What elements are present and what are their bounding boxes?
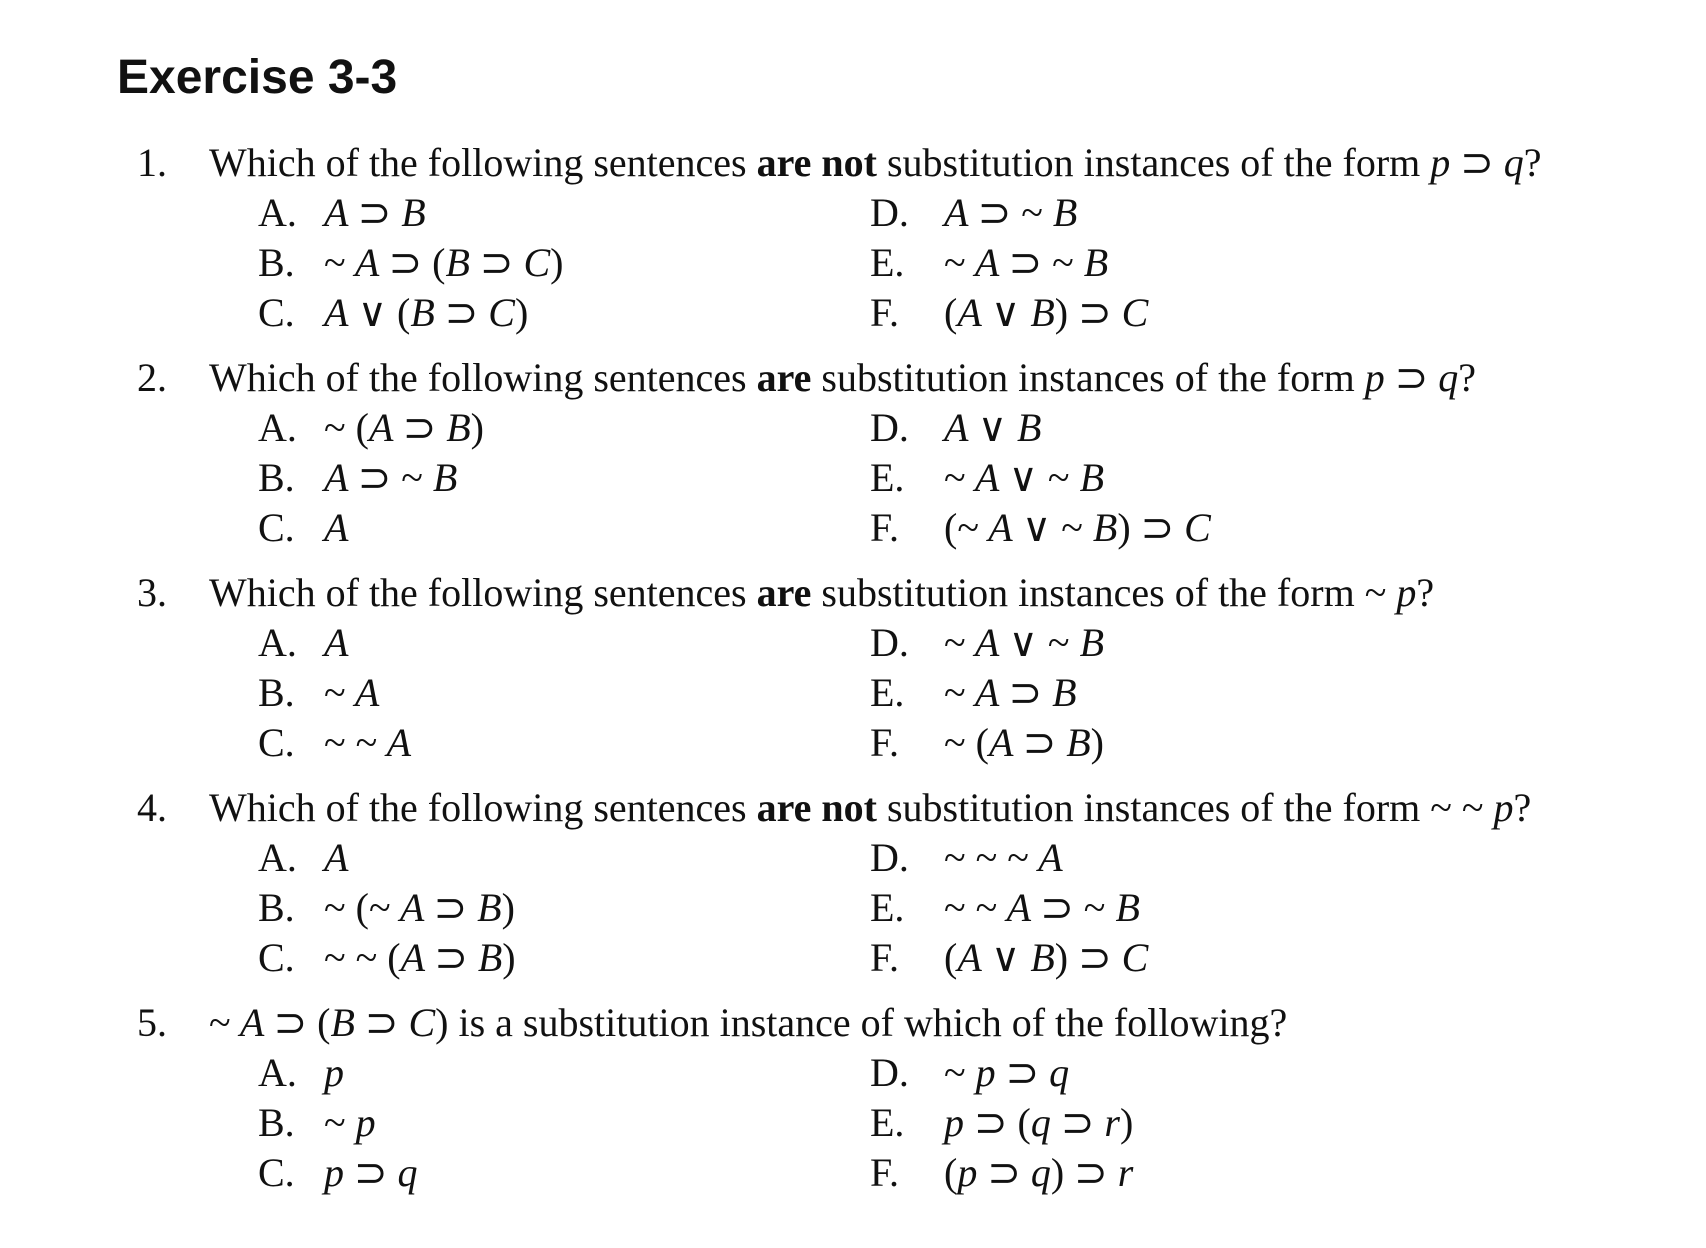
emphasis: are [756, 355, 812, 400]
question-number: 5. [137, 1000, 167, 1045]
emphasis: are not [756, 140, 877, 185]
question-number: 3. [137, 570, 167, 615]
lead-formula: ~ A ⊃ (B ⊃ C) [209, 1000, 449, 1045]
emphasis: are not [756, 785, 877, 830]
question-stem [0, 138, 1706, 188]
emphasis: are [756, 570, 812, 615]
question-stem [0, 998, 1706, 1048]
question-stem [0, 568, 1706, 618]
form-expression: p ⊃ q [1430, 140, 1524, 185]
question-number: 2. [137, 355, 167, 400]
question-text: Which of the following sentences are not substitution instances of the form ~ ~ p? [209, 785, 1532, 830]
question-stem [0, 353, 1706, 403]
form-expression: ~ ~ p [1430, 785, 1514, 830]
form-expression: p ⊃ q [1364, 355, 1459, 400]
question-text: ~ A ⊃ (B ⊃ C) is a substitution instance of which of the following? [209, 1000, 1288, 1045]
question-text: Which of the following sentences are substitution instances of the form ~ p? [209, 570, 1435, 615]
question-text: Which of the following sentences are substitution instances of the form p ⊃ q? [209, 355, 1476, 400]
form-expression: ~ p [1364, 570, 1417, 615]
question-number: 4. [137, 785, 167, 830]
page-title: Exercise 3-3 [117, 51, 398, 104]
exercise-page: Exercise 3-3 1. Which of the following sentences are not substitution instances of the form p ⊃ q? A. A ⊃ B B. ~ A ⊃ (B ⊃ C) C. A ∨ (B ⊃ C) D. A ⊃ ~ B E. ~ A ⊃ ~ B F. (A ∨ B) ⊃ C 2. Which of the following sentences are substitution instances of the form p ⊃ q? A. ~ (A ⊃ B) B. A ⊃ ~ B C. A D. A ∨ B E. ~ A ∨ ~ B F. (~ A ∨ ~ B) ⊃ C 3. Which of the following sentences are substitution instances of the form ~ p? A. A B. ~ A C. ~ ~ A D. ~ A ∨ ~ B E. ~ A ⊃ B F. ~ (A ⊃ B) 4. Which of the following sentences are not substitution instances of the form ~ ~ p? A. A B. ~ (~ A ⊃ B) C. ~ ~ (A ⊃ B) D. ~ ~ ~ A E. ~ ~ A ⊃ ~ B F. (A ∨ B) ⊃ C 5. ~ A ⊃ (B ⊃ C) is a substitution instance of which of the following? A. p B. ~ p C. p ⊃ q D. ~ p ⊃ q E. p ⊃ (q ⊃ r) F. (p ⊃ q) ⊃ r [0, 0, 1706, 1248]
question-text: Which of the following sentences are not substitution instances of the form p ⊃ q? [209, 140, 1542, 185]
question-number: 1. [137, 140, 167, 185]
question-stem [0, 783, 1706, 833]
